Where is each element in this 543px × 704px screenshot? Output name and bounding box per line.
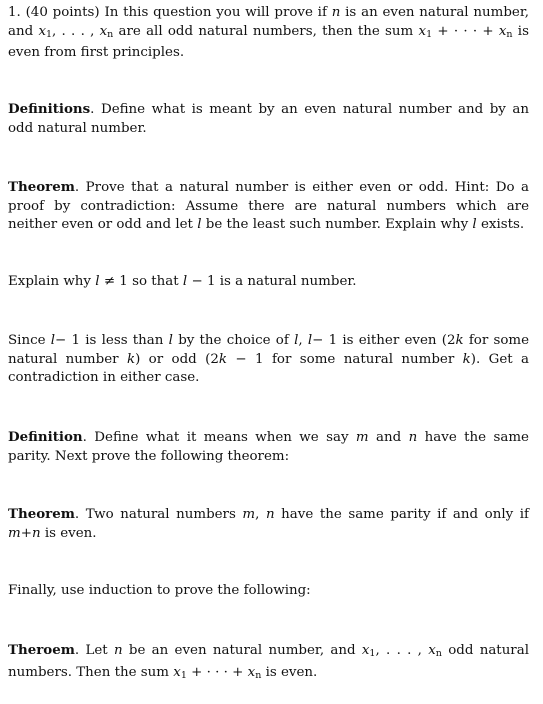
theorem-parity-sum: Theorem. Two natural numbers m, n have the same parity if and only if m+n is even. — [8, 506, 530, 541]
definitions-paragraph: Definitions. Define what is meant by an even natural number and by an odd natural number. — [8, 101, 529, 136]
finally-paragraph: Finally, use induction to prove the following: — [8, 583, 311, 598]
question-intro: 1. (40 points) In this question you will prove if n is an even natural number, and $x_1$, . . . , $x_n$ are all odd natural numbers, then the sum $x_1$ + · · · + $x_n$ is even from first principles. — [8, 5, 529, 61]
since-paragraph: Since l− 1 is less than l by the choice of l, l− 1 is either even (2k for some natural number k) or odd (2k − 1 for some natural number k). Get a contradiction in either case. — [8, 333, 530, 386]
explain-l-not-one: Explain why l ≠ 1 so that l − 1 is a natural number. — [8, 274, 357, 289]
theorem-heading: Theorem — [8, 179, 75, 195]
question-number: 1. — [8, 5, 21, 20]
theorem-even-or-odd: Theorem. Prove that a natural number is either even or odd. Hint: Do a proof by contradiction: Assume there are natural numbers which are neither even or odd and let l be the least such number. Explain why l exists. — [8, 179, 529, 233]
question-points: (40 points) — [25, 5, 100, 20]
theroem-final: Theroem. Let n be an even natural number, and $x_1$, . . . , $x_n$ odd natural numbers. Then the sum $x_1$ + · · · + $x_n$ is even. — [8, 642, 529, 681]
theorem-heading: Theorem — [8, 506, 75, 522]
theroem-heading: Theroem — [8, 642, 75, 658]
definition-heading: Definition — [8, 429, 83, 445]
definition-same-parity: Definition. Define what it means when we say m and n have the same parity. Next prove the following theorem: — [8, 429, 529, 464]
definitions-heading: Definitions — [8, 101, 91, 117]
